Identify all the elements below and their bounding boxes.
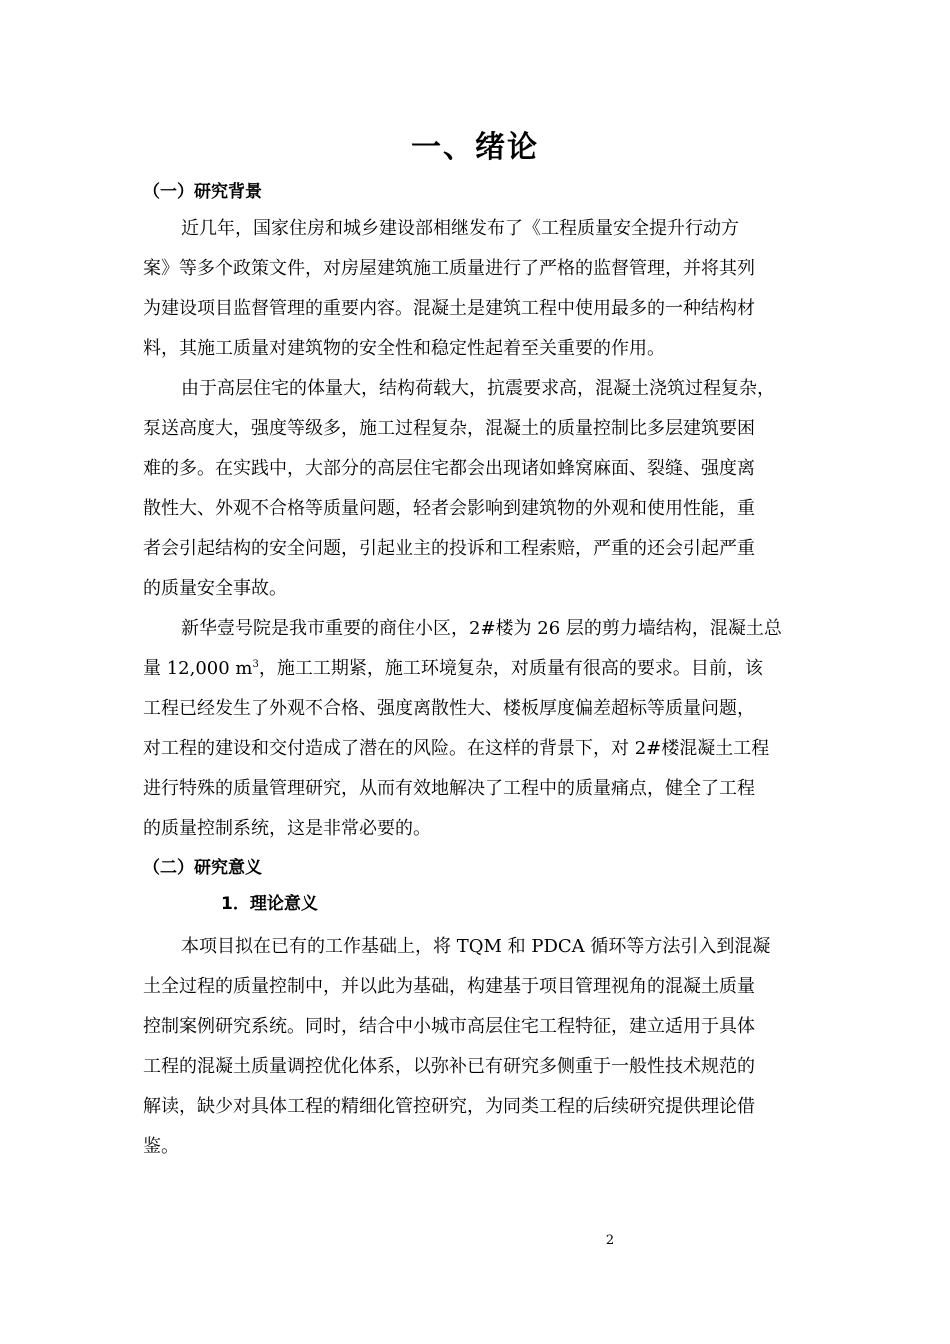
paragraph-line: 鉴。 bbox=[143, 1136, 179, 1157]
paragraph-line: 案》等多个政策文件，对房屋建筑施工质量进行了严格的监督管理，并将其列 bbox=[143, 258, 755, 279]
paragraph-line: 散性大、外观不合格等质量问题，轻者会影响到建筑物的外观和使用性能，重 bbox=[143, 498, 755, 519]
paragraph-line: 土全过程的质量控制中，并以此为基础，构建基于项目管理视角的混凝土质量 bbox=[143, 976, 755, 997]
paragraph-line: 料，其施工质量对建筑物的安全性和稳定性起着至关重要的作用。 bbox=[143, 338, 665, 359]
paragraph-line-volume bbox=[143, 656, 763, 682]
paragraph-line: 进行特殊的质量管理研究，从而有效地解决了工程中的质量痛点，健全了工程 bbox=[143, 778, 755, 799]
chapter-title: 一、绪论 bbox=[411, 130, 539, 165]
paragraph-line: 泵送高度大，强度等级多，施工过程复杂，混凝土的质量控制比多层建筑要困 bbox=[143, 418, 755, 439]
paragraph-line: 由于高层住宅的体量大，结构荷载大，抗震要求高，混凝土浇筑过程复杂， bbox=[181, 378, 775, 399]
paragraph-line: 为建设项目监督管理的重要内容。混凝土是建筑工程中使用最多的一种结构材 bbox=[143, 298, 755, 319]
paragraph-line: 近几年，国家住房和城乡建设部相继发布了《工程质量安全提升行动方 bbox=[181, 218, 739, 239]
section-heading-background: （一）研究背景 bbox=[143, 182, 262, 202]
paragraph-line: 控制案例研究系统。同时，结合中小城市高层住宅工程特征，建立适用于具体 bbox=[143, 1016, 755, 1037]
volume-text-rest: ，施工工期紧，施工环境复杂，对质量有很高的要求。目前，该 bbox=[258, 658, 763, 679]
paragraph-line: 的质量安全事故。 bbox=[143, 578, 287, 599]
paragraph-line: 难的多。在实践中，大部分的高层住宅都会出现诸如蜂窝麻面、裂缝、强度离 bbox=[143, 458, 755, 479]
cubic-superscript: 3 bbox=[252, 659, 259, 670]
paragraph-line: 工程已经发生了外观不合格、强度离散性大、楼板厚度偏差超标等质量问题， bbox=[143, 698, 755, 719]
page-number: 2 bbox=[605, 1233, 615, 1248]
section-heading-significance: （二）研究意义 bbox=[143, 858, 262, 878]
paragraph-line: 本项目拟在已有的工作基础上，将 TQM 和 PDCA 循环等方法引入到混凝 bbox=[181, 936, 771, 957]
paragraph-line: 新华壹号院是我市重要的商住小区，2#楼为 26 层的剪力墙结构，混凝土总 bbox=[181, 618, 782, 639]
volume-text: 量 12,000 m bbox=[143, 658, 253, 679]
paragraph-line: 者会引起结构的安全问题，引起业主的投诉和工程索赔，严重的还会引起严重 bbox=[143, 538, 755, 559]
subsection-heading-theory: 1．理论意义 bbox=[221, 894, 318, 914]
paragraph-line: 解读，缺少对具体工程的精细化管控研究，为同类工程的后续研究提供理论借 bbox=[143, 1096, 755, 1117]
paragraph-line: 对工程的建设和交付造成了潜在的风险。在这样的背景下，对 2#楼混凝土工程 bbox=[143, 738, 770, 759]
paragraph-line: 的质量控制系统，这是非常必要的。 bbox=[143, 818, 431, 839]
paragraph-line: 工程的混凝土质量调控优化体系，以弥补已有研究多侧重于一般性技术规范的 bbox=[143, 1056, 755, 1077]
